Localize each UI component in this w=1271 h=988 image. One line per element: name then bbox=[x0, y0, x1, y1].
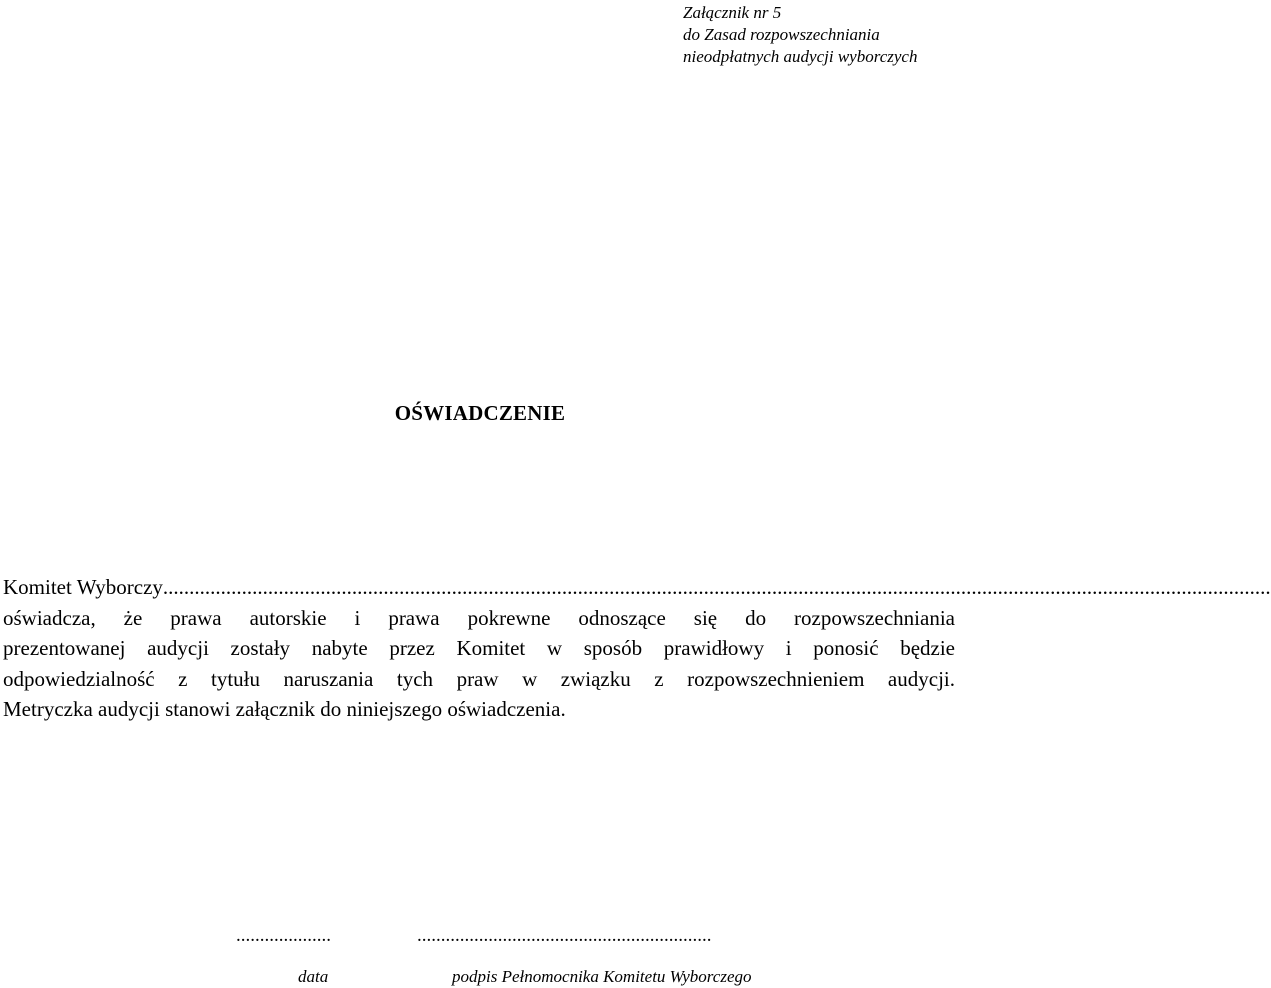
document-title: OŚWIADCZENIE bbox=[394, 401, 566, 425]
declaration-line-2: prezentowanej audycji zostały nabyte przez Komitet w sposób prawidłowy i ponosić będzie bbox=[3, 636, 955, 660]
signature-field: .............................................................. bbox=[417, 925, 712, 946]
annex-header bbox=[683, 2, 917, 68]
date-label: data bbox=[298, 967, 329, 986]
declaration-line-4: Metryczka audycji stanowi załącznik do niniejszego oświadczenia. bbox=[3, 697, 566, 721]
annex-broadcast-ref: nieodpłatnych audycji wyborczych bbox=[683, 47, 918, 66]
declaration-body bbox=[3, 572, 1271, 725]
committee-name-field: ................................................................................................................................................................................................................... bbox=[162, 575, 1271, 599]
date-field: .................... bbox=[236, 925, 331, 946]
signature-label: podpis Pełnomocnika Komitetu Wyborczego bbox=[452, 967, 752, 986]
committee-label: Komitet Wyborczy bbox=[3, 575, 163, 599]
declaration-line-3: odpowiedzialność z tytułu naruszania tych praw w związku z rozpowszechnieniem audycji. bbox=[3, 666, 955, 691]
declaration-line-1: oświadcza, że prawa autorskie i prawa pokrewne odnoszące się do rozpowszechniania bbox=[3, 605, 955, 630]
committee-line bbox=[3, 572, 1271, 603]
annex-rules-ref: do Zasad rozpowszechniania bbox=[683, 25, 880, 44]
annex-number: Załącznik nr 5 bbox=[683, 3, 782, 22]
